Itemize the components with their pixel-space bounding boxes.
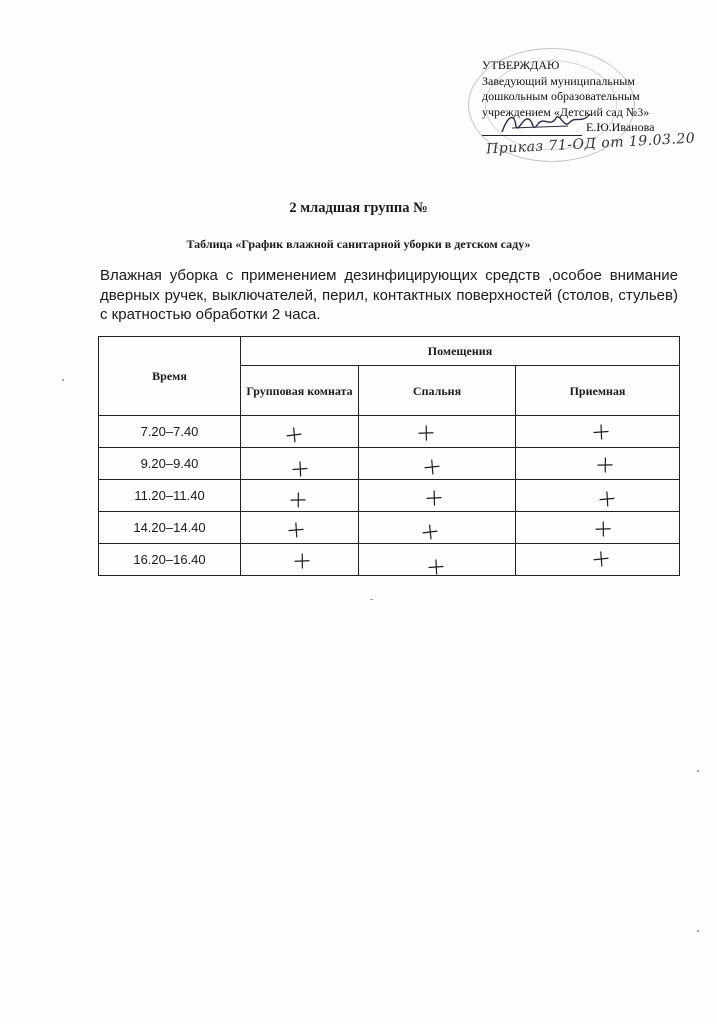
table-caption (0, 237, 717, 252)
plus-mark-icon (594, 520, 612, 538)
cleaning-mark-cell (359, 416, 516, 448)
time-column-header: Время (99, 337, 241, 416)
table-row (99, 480, 680, 512)
time-slot-cell: 16.20–16.40 (99, 544, 241, 576)
room-header-group: Групповая комната (241, 366, 359, 416)
plus-mark-icon (417, 424, 435, 442)
time-slot-cell: 9.20–9.40 (99, 448, 241, 480)
scan-speck (697, 770, 699, 772)
table-row (99, 448, 680, 480)
cleaning-mark-cell (516, 512, 680, 544)
plus-mark-icon (598, 490, 616, 508)
rooms-column-header: Помещения (241, 337, 680, 366)
cleaning-mark-cell (516, 416, 680, 448)
approval-line: Заведующий муниципальным (482, 73, 635, 88)
cleaning-description: Влажная уборка с применением дезинфицирующих средств ,особое внимание дверных ручек, выключателей, перил, контактных поверхностей (столов, стульев) с кратностью обработки 2 часа. (100, 267, 678, 323)
room-header-bedroom: Спальня (359, 366, 516, 416)
plus-mark-icon (423, 458, 441, 476)
cleaning-mark-cell (359, 512, 516, 544)
approval-line: УТВЕРЖДАЮ (482, 58, 560, 72)
cleaning-mark-cell (241, 448, 359, 480)
time-slot-cell: 14.20–14.40 (99, 512, 241, 544)
plus-mark-icon (421, 523, 439, 541)
approval-line: учреждением «Детский сад №3» (482, 104, 650, 119)
signer-name: Е.Ю.Иванова (586, 120, 655, 134)
plus-mark-icon (287, 521, 305, 539)
cleaning-mark-cell (359, 448, 516, 480)
cleaning-mark-cell (241, 544, 359, 576)
room-header-reception: Приемная (516, 366, 680, 416)
cleaning-mark-cell (359, 480, 516, 512)
plus-mark-icon (592, 550, 610, 568)
cleaning-mark-cell (241, 416, 359, 448)
plus-mark-icon (596, 456, 614, 474)
plus-mark-icon (285, 426, 303, 444)
plus-mark-icon (291, 460, 309, 478)
group-title: 2 младшая группа № (289, 200, 428, 216)
plus-mark-icon (289, 491, 307, 509)
plus-mark-icon (293, 552, 311, 570)
table-row (99, 416, 680, 448)
scan-speck (62, 379, 64, 381)
scan-speck (697, 930, 699, 932)
cleaning-mark-cell (516, 480, 680, 512)
time-slot-cell: 7.20–7.40 (99, 416, 241, 448)
time-slot-cell: 11.20–11.40 (99, 480, 241, 512)
approval-line: дошкольным образовательным (482, 89, 640, 103)
cleaning-mark-cell (516, 448, 680, 480)
table-row (99, 544, 680, 576)
table-header-row (99, 337, 680, 366)
cleaning-mark-cell (241, 480, 359, 512)
plus-mark-icon (427, 558, 445, 576)
table-body (99, 416, 680, 576)
cleaning-mark-cell (359, 544, 516, 576)
table-caption-text: Таблица «График влажной санитарной уборки в детском саду» (186, 237, 531, 251)
plus-mark-icon (425, 489, 443, 507)
cleaning-mark-cell (241, 512, 359, 544)
cleaning-schedule-table (98, 336, 680, 576)
scan-speck (370, 599, 373, 600)
cleaning-mark-cell (516, 544, 680, 576)
table-row (99, 512, 680, 544)
plus-mark-icon (592, 423, 610, 441)
handwritten-order-note: Приказ 71-ОД от 19.03.20 (485, 130, 696, 158)
